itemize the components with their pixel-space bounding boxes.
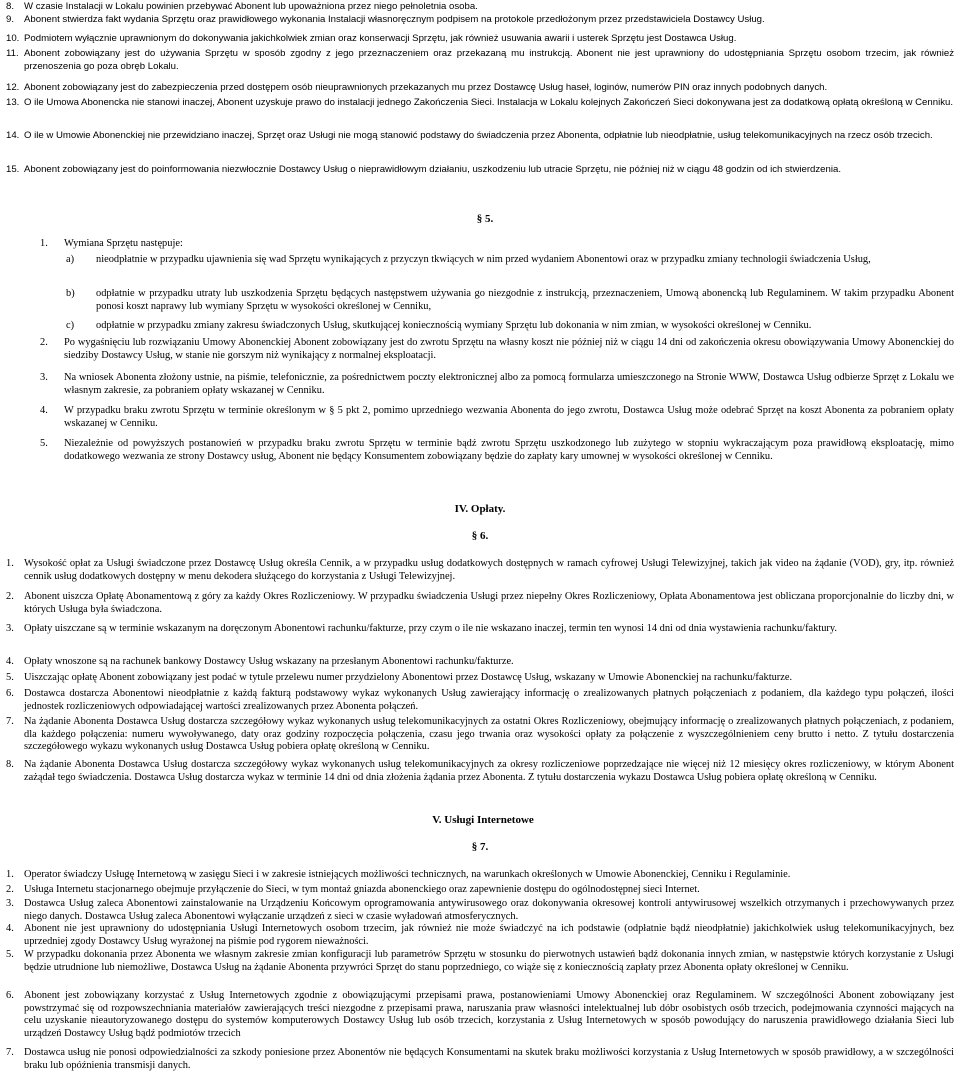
list-item: 4. Abonent nie jest uprawniony do udostępniania Usługi Internetowych osobom trzecim, jak również nie może świadczyć na ich podstawie (odpłatnie bądź nieodpłatnie) jakichkolwiek usług telekomunikacyjnych, bez uprzedniej zgody Dostawcy Usług wyrażonej na piśmie pod rygorem nieważności. — [6, 923, 954, 947]
list-item: c) odpłatnie w przypadku zmiany zakresu świadczonych Usług, skutkującej koniecznością wymiany Sprzętu lub dokonania w nim zmian, w wysokości określonej w Cenniku. — [66, 320, 812, 331]
list-item: 7. Dostawca usług nie ponosi odpowiedzialności za szkody poniesione przez Abonentów nie będących Konsumentami na skutek braku możliwości korzystania z Usług Internetowych w sposób prawidłowy, a w szczególności braku lub opóźnienia transmisji danych. — [6, 1047, 954, 1071]
list-item: 9. Abonent stwierdza fakt wydania Sprzętu oraz prawidłowego wykonania Instalacji własnoręcznym podpisem na protokole przedłożonym przez przedstawiciela Dostawcy Usług. — [6, 14, 765, 25]
list-item: 11. Abonent zobowiązany jest do używania Sprzętu w sposób zgodny z jego przeznaczeniem oraz przekazaną mu instrukcją. Abonent nie jest uprawniony do udostępniania Sprzętu osobom trzecim, jak również przenoszenia go poza obręb Lokalu. — [6, 48, 954, 72]
list-item: 4. W przypadku braku zwrotu Sprzętu w terminie określonym w § 5 pkt 2, pomimo uprzedniego wezwania Abonenta do jego zwrotu, Dostawca Usług może odebrać Sprzęt na koszt Abonenta za pobraniem opłaty wskazanej w Cenniku. — [40, 405, 954, 429]
list-item: b) odpłatnie w przypadku utraty lub uszkodzenia Sprzętu będących następstwem używania go niezgodnie z instrukcją, przeznaczeniem, Umową abonencką lub Regulaminem. W takim przypadku Abonent ponosi koszt naprawy lub wymiany Sprzętu w wysokości określonej w Cenniku, — [66, 288, 954, 312]
list-item: 2. Usługa Internetu stacjonarnego obejmuje przyłączenie do Sieci, w tym montaż gniazda abonenckiego oraz zapewnienie dostępu do ogólnodostępnej sieci Internet. — [6, 884, 700, 895]
list-item: 8. W czasie Instalacji w Lokalu powinien przebywać Abonent lub upoważniona przez niego pełnoletnia osoba. — [6, 1, 478, 12]
list-item: 6. Abonent jest zobowiązany korzystać z Usług Internetowych zgodnie z obowiązującymi przepisami prawa, postanowieniami Umowy Abonenckiej oraz Regulaminem. W szczególności Abonent zobowiązany jest powstrzymać się od rozpowszechniania materiałów zawierających treści niezgodne z przepisami prawa, naruszania praw własności intelektualnej lub dóbr osobistych osób trzecich, podejmowania czynności mających na celu uzyskanie nieautoryzowanego dostępu do systemów komputerowych Dostawcy Usług lub osób trzecich, korzystania z Usług Internetowych w sposób powodujący do naruszenia prawidłowego działania Sieci lub urządzeń Dostawcy Usług bądź podmiotów trzecich — [6, 990, 954, 1039]
list-item: 8. Na żądanie Abonenta Dostawca Usług dostarcza szczegółowy wykaz wykonanych usług telekomunikacyjnych za okresy rozliczeniowe poprzedzające nie więcej niż 12 miesięcy okres rozliczeniowy, w którym Abonent zażądał tego świadczenia. Dostawca Usług dostarcza wykaz w terminie 14 dni od dnia złożenia żądania przez Abonenta. Z tytułu dostarczenia wykazu Dostawca Usług pobiera opłatę określoną w Cenniku. — [6, 759, 954, 783]
section-4-title: IV. Opłaty. — [454, 503, 506, 515]
list-item: 1. Wysokość opłat za Usługi świadczone przez Dostawcę Usług określa Cennik, a w przypadku usług dodatkowych dostępnych w ramach cyfrowej Usługi Telewizyjnej, takich jak video na żądanie (VOD), gry, itp. również cennik usług dodatkowych dostępny w menu dekodera służącego do korzystania z Usługi Telewizyjnej. — [6, 558, 954, 582]
paragraph-7-title: § 7. — [471, 841, 489, 853]
list-item: 14. O ile w Umowie Abonenckiej nie przewidziano inaczej, Sprzęt oraz Usługi nie mogą stanowić podstawy do świadczenia przez Abonenta, odpłatnie lub nieodpłatnie, usług telekomunikacyjnych na rzecz osób trzecich. — [6, 130, 933, 141]
list-item: 3. Dostawca Usług zaleca Abonentowi zainstalowanie na Urządzeniu Końcowym oprogramowania antywirusowego oraz dokonywania okresowej kontroli antywirusowej wszelkich otrzymanych i przechowywanych przez niego danych. Dostawca Usług zaleca Abonentowi wyłączanie urządzeń z sieci w czasie wyładowań atmosferycznych. — [6, 898, 954, 922]
list-item: 6. Dostawca dostarcza Abonentowi nieodpłatnie z każdą fakturą podstawowy wykaz wykonanych Usług zawierający informację o zrealizowanych płatnych połączeniach z podaniem, dla każdego typu połączeń, ilości jednostek rozliczeniowych odpowiadającej wartości zrealizowanych przez Abonenta połączeń. — [6, 688, 954, 712]
list-item: 7. Na żądanie Abonenta Dostawca Usług dostarcza szczegółowy wykaz wykonanych usług telekomunikacyjnych za ostatni Okres Rozliczeniowy, obejmujący informację o zrealizowanych płatnych połączeniach, z podaniem, dla każdego połączenia: numeru wywoływanego, daty oraz godziny rozpoczęcia połączenia, czasu jego trwania oraz wysokości opłaty za połączenie z wyszczególnieniem ceny brutto i netto. Z tytułu dostarczenia szczegółowego wykazu wykonanych usług Dostawca Usług pobiera opłatę określoną w Cenniku. — [6, 716, 954, 753]
paragraph-5-title: § 5. — [476, 213, 494, 225]
list-item: 10. Podmiotem wyłącznie uprawnionym do dokonywania jakichkolwiek zmian oraz konserwacji Sprzętu, jak również usuwania awarii i usterek Sprzętu jest Dostawca Usług. — [6, 33, 737, 44]
list-item: 2. Po wygaśnięciu lub rozwiązaniu Umowy Abonenckiej Abonent zobowiązany jest do zwrotu Sprzętu na własny koszt nie później niż w ciągu 14 dni od zakończenia okresu obowiązywania Umowy Abonenckiej do siedziby Dostawcy Usług, w stanie nie gorszym niż wynikający z normalnej eksploatacji. — [40, 337, 954, 361]
list-item: 1. Operator świadczy Usługę Internetową w zasięgu Sieci i w zakresie istniejących możliwości technicznych, na warunkach określonych w Umowie Abonenckiej, Cenniku i Regulaminie. — [6, 869, 791, 880]
list-item: 2. Abonent uiszcza Opłatę Abonamentową z góry za każdy Okres Rozliczeniowy. W przypadku świadczenia Usługi przez niepełny Okres Rozliczeniowy, Opłata Abonamentowa jest obliczana proporcjonalnie do liczby dni, w których Usługa była świadczona. — [6, 591, 954, 615]
list-item: 5. W przypadku dokonania przez Abonenta we własnym zakresie zmian konfiguracji lub parametrów Sprzętu w stosunku do pierwotnych ustawień bądź dokonania innych zmian, w następstwie których korzystanie z Usługi będzie utrudnione lub niemożliwe, Dostawca Usług na żądanie Abonenta przywróci Sprzęt do stanu poprzedniego, co wiąże się z koniecznością zapłaty przez Abonenta opłaty określonej w Cenniku. — [6, 949, 954, 973]
list-item: 5. Uiszczając opłatę Abonent zobowiązany jest podać w tytule przelewu numer przydzielony Abonentowi przez Dostawcę Usług, wskazany w Umowie Abonenckiej na rachunku/fakturze. — [6, 672, 793, 683]
list-item: 13. O ile Umowa Abonencka nie stanowi inaczej, Abonent uzyskuje prawo do instalacji jednego Zakończenia Sieci. Instalacja w Lokalu kolejnych Zakończeń Sieci dokonywana jest za dodatkową opłatą określoną w Cenniku. — [6, 97, 953, 108]
list-item: 4. Opłaty wnoszone są na rachunek bankowy Dostawcy Usług wskazany na przesłanym Abonentowi rachunku/fakturze. — [6, 656, 514, 667]
list-item: a) nieodpłatnie w przypadku ujawnienia się wad Sprzętu wynikających z przyczyn tkwiących w nim przed wydaniem Abonentowi oraz w przypadku zmiany technologii świadczenia Usług, — [66, 254, 871, 265]
paragraph-6-title: § 6. — [471, 530, 489, 542]
list-item: 5. Niezależnie od powyższych postanowień w przypadku braku zwrotu Sprzętu w terminie bądź zwrotu Sprzętu uszkodzonego lub zużytego w stopniu wykraczającym poza prawidłową eksploatację, mimo dodatkowego wezwania ze strony Dostawcy usług, Abonent nie będący Konsumentem zobowiązany będzie do zapłaty kary umownej w wysokości określonej w Cenniku. — [40, 438, 954, 462]
list-item: 12. Abonent zobowiązany jest do zabezpieczenia przed dostępem osób nieuprawnionych przekazanych mu przez Dostawcę Usług haseł, loginów, numerów PIN oraz innych podobnych danych. — [6, 82, 828, 93]
list-item: 3. Opłaty uiszczane są w terminie wskazanym na doręczonym Abonentowi rachunku/fakturze, przy czym o ile nie wskazano inaczej, termin ten wynosi 14 dni od dnia wystawienia rachunku/faktury. — [6, 623, 837, 634]
section-5-title: V. Usługi Internetowe — [432, 814, 534, 826]
list-item: 1. Wymiana Sprzętu następuje: — [40, 238, 183, 249]
list-item: 3. Na wniosek Abonenta złożony ustnie, na piśmie, telefonicznie, za pośrednictwem poczty elektronicznej albo za pomocą formularza umieszczonego na Stronie WWW, Dostawca Usług odbierze Sprzęt z Lokalu we własnym zakresie, za pobraniem opłaty wskazanej w Cenniku. — [40, 372, 954, 396]
list-item: 15. Abonent zobowiązany jest do poinformowania niezwłocznie Dostawcy Usług o nieprawidłowym działaniu, uszkodzeniu lub utracie Sprzętu, nie później niż w ciągu 48 godzin od ich stwierdzenia. — [6, 164, 841, 175]
